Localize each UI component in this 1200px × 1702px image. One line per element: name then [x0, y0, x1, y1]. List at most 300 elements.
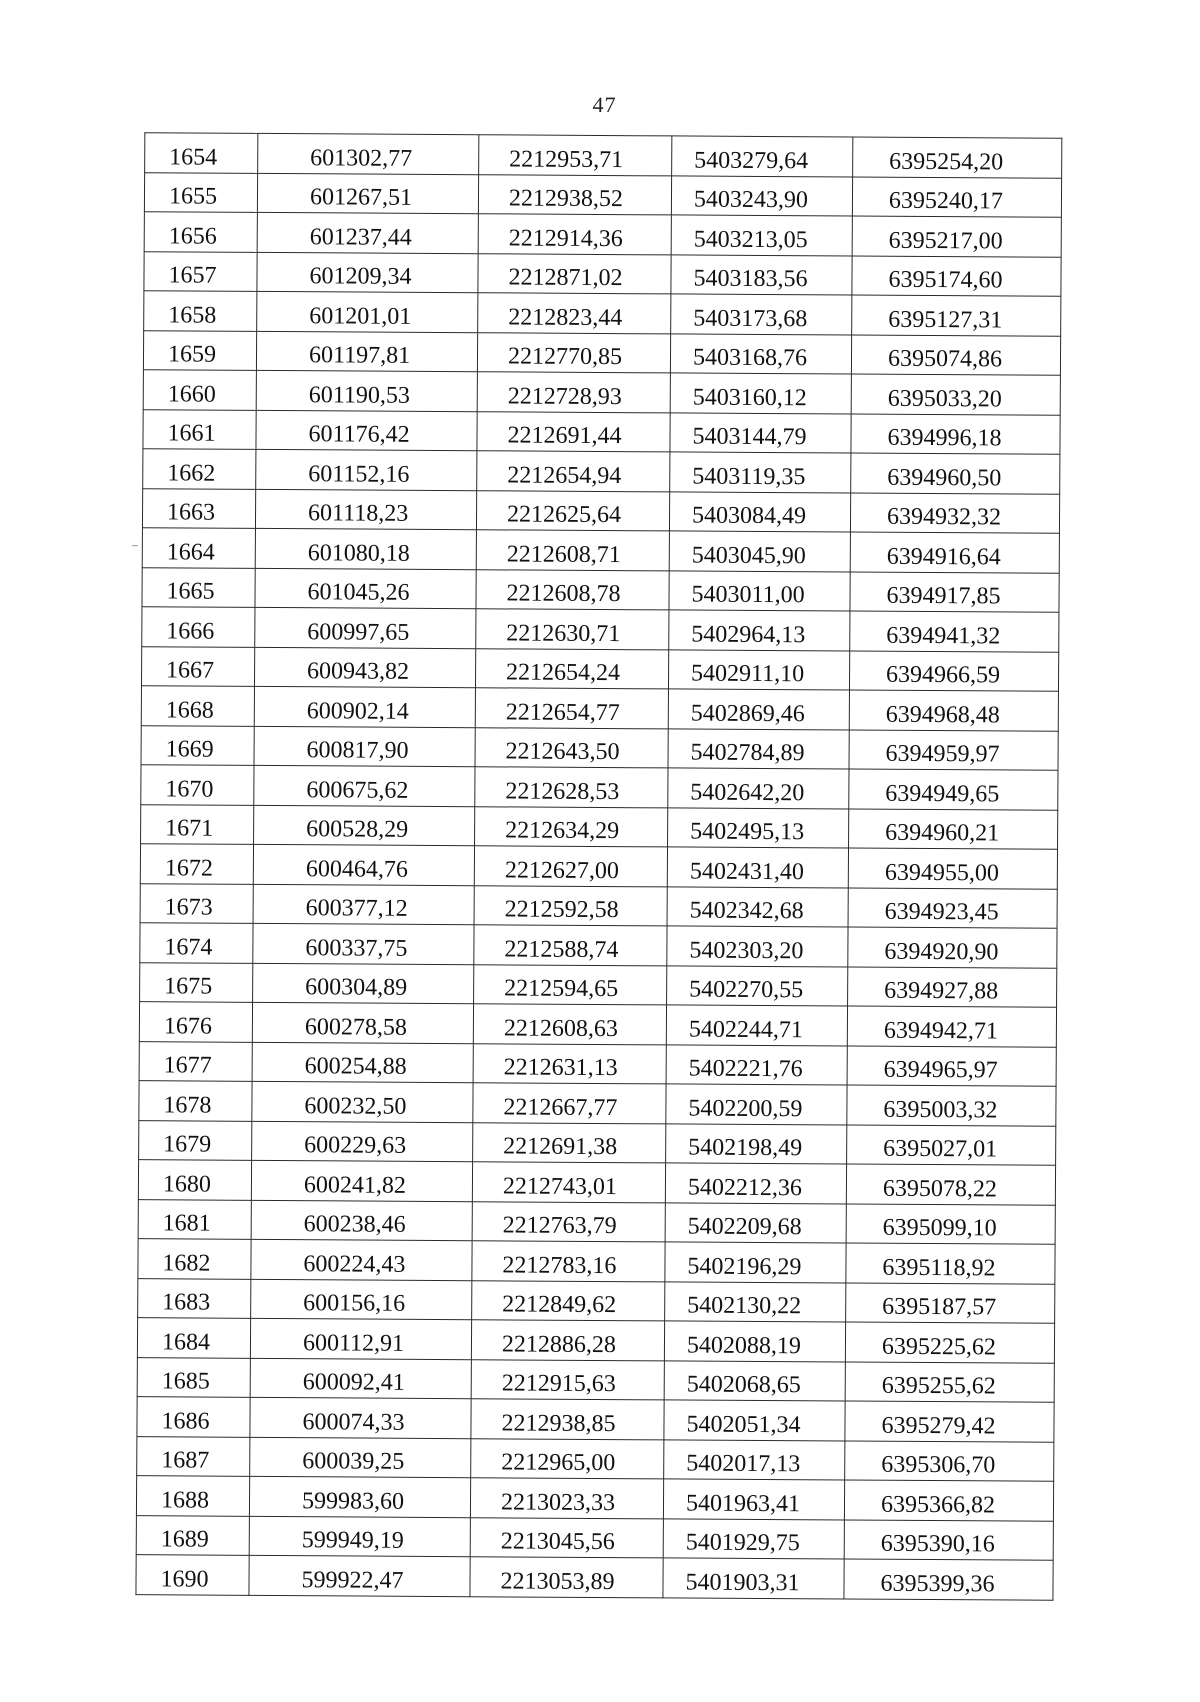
- table-row: [142, 488, 1059, 533]
- value-cell-1: [252, 1081, 473, 1122]
- value-cell-3: [666, 1123, 847, 1164]
- value-cell-3: [663, 1558, 844, 1599]
- cell-text: 600337,75: [305, 934, 408, 962]
- value-cell-4: [852, 216, 1061, 257]
- point-number-cell: [141, 765, 254, 805]
- table-row: [141, 725, 1058, 770]
- cell-text: 2212643,50: [505, 738, 620, 766]
- value-cell-1: [251, 1160, 472, 1201]
- cell-text: 5403168,76: [692, 344, 808, 372]
- cell-text: 6395240,17: [888, 187, 1004, 215]
- point-number-cell: [136, 1476, 249, 1516]
- table-row: [143, 370, 1060, 415]
- value-cell-4: [846, 1164, 1055, 1205]
- point-number-cell: [141, 725, 254, 765]
- cell-text: 5403045,90: [691, 542, 806, 569]
- point-number-cell: [137, 1436, 250, 1476]
- cell-text: 5403213,05: [693, 226, 808, 253]
- value-cell-1: [255, 489, 476, 530]
- cell-text: 1678: [163, 1091, 212, 1119]
- cell-text: 600528,29: [306, 816, 409, 843]
- cell-text: 6395174,60: [888, 266, 1003, 294]
- value-cell-4: [847, 1046, 1056, 1087]
- cell-text: 2212938,52: [508, 185, 624, 213]
- value-cell-2: [471, 1399, 664, 1440]
- cell-text: 6394949,65: [885, 780, 1000, 807]
- point-number-cell: [139, 1081, 252, 1121]
- cell-text: 1686: [161, 1407, 210, 1435]
- value-cell-4: [851, 374, 1060, 415]
- table-row: [139, 1041, 1056, 1086]
- value-cell-1: [251, 1200, 472, 1241]
- cell-text: 2212691,44: [507, 422, 622, 450]
- table-row: [145, 133, 1062, 178]
- point-number-cell: [140, 962, 253, 1002]
- table-row: [139, 1002, 1056, 1047]
- cell-text: 600229,63: [304, 1132, 407, 1159]
- value-cell-3: [665, 1242, 846, 1283]
- value-cell-2: [477, 451, 670, 492]
- cell-text: 5402784,89: [690, 739, 805, 767]
- cell-text: 2212886,28: [501, 1330, 617, 1358]
- cell-text: 2212608,71: [506, 540, 621, 568]
- cell-text: 601080,18: [307, 539, 410, 567]
- table-row: [143, 449, 1060, 494]
- value-cell-3: [670, 412, 851, 453]
- cell-text: 1671: [165, 815, 214, 842]
- page-number: 47: [592, 91, 617, 118]
- value-cell-2: [471, 1320, 664, 1361]
- cell-text: 600074,33: [302, 1408, 405, 1436]
- cell-text: 1680: [162, 1170, 212, 1198]
- table-row: [136, 1515, 1053, 1560]
- value-cell-1: [257, 212, 478, 253]
- value-cell-2: [473, 1043, 666, 1084]
- cell-text: 5403160,12: [692, 384, 807, 411]
- cell-text: 6394917,85: [886, 582, 1001, 610]
- cell-text: 2212953,71: [509, 145, 624, 173]
- point-number-cell: [136, 1515, 249, 1555]
- cell-text: 6395390,16: [880, 1530, 995, 1558]
- table-row: [141, 686, 1058, 731]
- value-cell-4: [849, 690, 1058, 731]
- cell-text: 2212634,29: [505, 817, 620, 845]
- cell-text: 5402869,46: [690, 700, 805, 727]
- cell-text: 5402196,29: [687, 1253, 802, 1280]
- value-cell-2: [475, 648, 668, 689]
- value-cell-4: [844, 1520, 1053, 1561]
- cell-text: 5402212,36: [687, 1174, 803, 1201]
- value-cell-1: [250, 1318, 471, 1359]
- cell-text: 1687: [161, 1447, 210, 1474]
- cell-text: 6394916,64: [886, 543, 1001, 570]
- value-cell-2: [471, 1359, 664, 1400]
- cell-text: 6394941,32: [886, 622, 1001, 649]
- value-cell-4: [850, 572, 1059, 613]
- cell-text: 6394965,97: [883, 1056, 998, 1084]
- value-cell-4: [847, 1125, 1056, 1166]
- cell-text: 6394923,45: [884, 898, 999, 926]
- value-cell-2: [474, 964, 667, 1005]
- point-number-cell: [143, 409, 256, 449]
- cell-text: 6394920,90: [884, 938, 999, 965]
- cell-text: 5402051,34: [686, 1411, 801, 1438]
- value-cell-4: [846, 1243, 1055, 1284]
- table-row: [140, 962, 1057, 1007]
- value-cell-1: [252, 1002, 473, 1043]
- cell-text: 1667: [166, 657, 215, 684]
- value-cell-1: [250, 1358, 471, 1399]
- value-cell-1: [257, 173, 478, 214]
- table-row: [138, 1239, 1055, 1284]
- cell-text: 600278,58: [304, 1013, 407, 1041]
- point-number-cell: [138, 1199, 251, 1239]
- cell-text: 5402964,13: [691, 621, 806, 648]
- point-number-cell: [141, 804, 254, 844]
- cell-text: 2212608,63: [503, 1014, 618, 1042]
- point-number-cell: [144, 172, 257, 212]
- value-cell-2: [470, 1517, 663, 1558]
- point-number-cell: [140, 923, 253, 963]
- cell-text: 2212871,02: [508, 264, 623, 292]
- value-cell-3: [665, 1163, 846, 1204]
- cell-text: 5402130,22: [687, 1292, 802, 1320]
- cell-text: 601267,51: [309, 184, 413, 211]
- value-cell-1: [249, 1555, 470, 1596]
- value-cell-3: [669, 610, 850, 651]
- cell-text: 1679: [163, 1131, 212, 1158]
- cell-text: 2212667,77: [503, 1093, 618, 1121]
- value-cell-1: [250, 1397, 471, 1438]
- cell-text: 6395127,31: [888, 306, 1003, 333]
- value-cell-3: [670, 452, 851, 493]
- value-cell-4: [848, 927, 1057, 968]
- value-cell-1: [255, 568, 476, 609]
- cell-text: 600156,16: [303, 1290, 406, 1317]
- cell-text: 6395187,57: [882, 1293, 997, 1321]
- value-cell-2: [472, 1241, 665, 1282]
- cell-text: 1688: [160, 1486, 210, 1514]
- point-number-cell: [144, 251, 257, 291]
- value-cell-4: [844, 1559, 1053, 1600]
- value-cell-4: [850, 532, 1059, 573]
- table-row: [144, 172, 1061, 217]
- value-cell-2: [479, 135, 672, 176]
- value-cell-3: [669, 531, 850, 572]
- cell-text: 5402495,13: [690, 818, 805, 846]
- cell-text: 6395099,10: [882, 1214, 997, 1242]
- cell-text: 5402017,13: [686, 1450, 801, 1478]
- table-row: [141, 646, 1058, 691]
- cell-text: 6395279,42: [881, 1412, 996, 1439]
- table-row: [144, 212, 1061, 257]
- cell-text: 5402342,68: [689, 897, 804, 925]
- value-cell-3: [667, 847, 848, 888]
- table-row: [142, 528, 1059, 573]
- value-cell-3: [666, 1005, 847, 1046]
- value-cell-2: [473, 1122, 666, 1163]
- cell-text: 1654: [169, 143, 218, 171]
- cell-text: 2212608,78: [506, 580, 621, 608]
- cell-text: 600817,90: [306, 737, 409, 764]
- cell-text: 6394960,21: [885, 819, 1000, 847]
- value-cell-2: [472, 1201, 665, 1242]
- cell-text: 2212915,63: [501, 1370, 616, 1398]
- value-cell-3: [671, 175, 852, 216]
- value-cell-2: [477, 332, 670, 373]
- cell-text: 1665: [166, 578, 215, 605]
- cell-text: 600943,82: [307, 658, 410, 685]
- value-cell-2: [470, 1557, 663, 1598]
- table-row: [142, 567, 1059, 612]
- point-number-cell: [138, 1160, 251, 1200]
- point-number-cell: [144, 291, 257, 331]
- cell-text: 601045,26: [307, 579, 410, 606]
- cell-text: 6395078,22: [882, 1175, 998, 1202]
- cell-text: 5401929,75: [685, 1529, 800, 1557]
- value-cell-4: [844, 1480, 1053, 1521]
- value-cell-3: [668, 768, 849, 809]
- cell-text: 1689: [160, 1526, 209, 1553]
- point-number-cell: [141, 686, 254, 726]
- value-cell-2: [478, 174, 671, 215]
- table-row: [144, 291, 1061, 336]
- value-cell-4: [849, 730, 1058, 771]
- value-cell-3: [672, 136, 853, 177]
- cell-text: 2213045,56: [500, 1528, 615, 1556]
- value-cell-2: [474, 925, 667, 966]
- value-cell-3: [667, 886, 848, 927]
- cell-text: 601201,01: [309, 302, 412, 330]
- value-cell-2: [477, 411, 670, 452]
- value-cell-4: [852, 177, 1061, 218]
- table-row: [137, 1436, 1054, 1481]
- value-cell-4: [846, 1204, 1055, 1245]
- cell-text: 6395118,92: [882, 1254, 996, 1281]
- cell-text: 1677: [163, 1052, 212, 1079]
- cell-text: 601152,16: [308, 460, 410, 488]
- cell-text: 600377,12: [305, 895, 408, 922]
- value-cell-1: [253, 963, 474, 1004]
- value-cell-4: [849, 769, 1058, 810]
- value-cell-1: [256, 331, 477, 372]
- value-cell-3: [671, 294, 852, 335]
- value-cell-2: [475, 727, 668, 768]
- cell-text: 601118,23: [307, 500, 409, 527]
- cell-text: 600254,88: [304, 1053, 407, 1080]
- table-row: [136, 1476, 1053, 1521]
- value-cell-3: [668, 728, 849, 769]
- cell-text: 600675,62: [306, 776, 409, 804]
- table-row: [141, 804, 1058, 849]
- cell-text: 5402198,49: [688, 1134, 803, 1162]
- value-cell-4: [845, 1362, 1054, 1403]
- cell-text: 2212625,64: [506, 501, 622, 529]
- cell-text: 1685: [161, 1368, 210, 1395]
- cell-text: 2212849,62: [502, 1291, 617, 1319]
- value-cell-1: [250, 1437, 471, 1478]
- cell-text: 5403279,64: [694, 147, 809, 174]
- value-cell-4: [848, 848, 1057, 889]
- cell-text: 601237,44: [309, 223, 412, 251]
- value-cell-3: [667, 926, 848, 967]
- cell-text: 6395306,70: [881, 1451, 996, 1479]
- cell-text: 5402068,65: [686, 1371, 801, 1399]
- cell-text: 600232,50: [304, 1092, 407, 1120]
- cell-text: 6394996,18: [887, 424, 1002, 452]
- cell-text: 6394932,32: [886, 503, 1002, 531]
- value-cell-2: [476, 490, 669, 531]
- point-number-cell: [143, 330, 256, 370]
- cell-text: 1683: [162, 1289, 211, 1316]
- cell-text: 5401903,31: [685, 1569, 800, 1596]
- cell-text: 5402303,20: [689, 937, 804, 964]
- point-number-cell: [144, 212, 257, 252]
- cell-text: 2212763,79: [502, 1212, 617, 1240]
- table-row: [138, 1160, 1055, 1205]
- value-cell-3: [666, 1084, 847, 1125]
- table-body: [136, 133, 1062, 1600]
- value-cell-1: [256, 370, 477, 411]
- cell-text: 6394959,97: [885, 740, 1000, 768]
- table-row: [138, 1199, 1055, 1244]
- value-cell-4: [847, 1085, 1056, 1126]
- point-number-cell: [137, 1397, 250, 1437]
- cell-text: 2212628,53: [505, 777, 620, 805]
- value-cell-3: [670, 373, 851, 414]
- cell-text: 5402088,19: [686, 1332, 802, 1359]
- value-cell-1: [257, 252, 478, 293]
- cell-text: 599949,19: [301, 1527, 404, 1554]
- cell-text: 1658: [168, 301, 217, 329]
- value-cell-1: [255, 528, 476, 569]
- value-cell-1: [258, 133, 479, 174]
- value-cell-4: [845, 1441, 1054, 1482]
- value-cell-3: [668, 807, 849, 848]
- cell-text: 2212654,77: [505, 698, 620, 726]
- cell-text: 2212783,16: [502, 1251, 617, 1279]
- value-cell-1: [254, 726, 475, 767]
- cell-text: 5402270,55: [689, 976, 804, 1004]
- cell-text: 1681: [162, 1210, 211, 1237]
- value-cell-1: [253, 884, 474, 925]
- cell-text: 2212728,93: [507, 382, 622, 410]
- cell-text: 1676: [163, 1012, 212, 1040]
- cell-text: 1672: [164, 854, 213, 882]
- cell-text: 1674: [164, 933, 213, 961]
- value-cell-2: [475, 688, 668, 729]
- value-cell-3: [664, 1360, 845, 1401]
- cell-text: 6395027,01: [883, 1135, 998, 1163]
- coordinates-table: [135, 132, 1062, 1600]
- cell-text: 5403119,35: [692, 463, 806, 490]
- cell-text: 600112,91: [302, 1329, 405, 1357]
- cell-text: 599983,60: [301, 1487, 405, 1515]
- value-cell-3: [664, 1321, 845, 1362]
- cell-text: 1669: [165, 736, 214, 763]
- table-row: [137, 1357, 1054, 1402]
- value-cell-4: [851, 414, 1060, 455]
- cell-text: 5403084,49: [691, 502, 807, 530]
- value-cell-1: [249, 1516, 470, 1557]
- value-cell-3: [671, 215, 852, 256]
- cell-text: 6394968,48: [885, 701, 1000, 728]
- value-cell-2: [473, 1083, 666, 1124]
- cell-text: 1656: [168, 222, 217, 250]
- cell-text: 6395366,82: [880, 1491, 996, 1518]
- value-cell-1: [257, 291, 478, 332]
- value-cell-3: [669, 570, 850, 611]
- table-row: [141, 765, 1058, 810]
- value-cell-1: [251, 1239, 472, 1280]
- value-cell-4: [849, 809, 1058, 850]
- table-row: [139, 1081, 1056, 1126]
- cell-text: 2212588,74: [504, 935, 619, 963]
- value-cell-1: [256, 449, 477, 490]
- value-cell-2: [471, 1438, 664, 1479]
- cell-text: 601302,77: [310, 144, 413, 172]
- cell-text: 601190,53: [308, 381, 410, 409]
- cell-text: 601197,81: [308, 342, 411, 369]
- cell-text: 2212914,36: [508, 224, 623, 252]
- cell-text: 600902,14: [306, 697, 409, 725]
- value-cell-3: [664, 1439, 845, 1480]
- value-cell-4: [848, 967, 1057, 1008]
- point-number-cell: [136, 1555, 249, 1595]
- cell-text: 1664: [166, 538, 215, 566]
- cell-text: 5402642,20: [690, 779, 805, 806]
- point-number-cell: [143, 449, 256, 489]
- value-cell-3: [664, 1400, 845, 1441]
- cell-text: 1659: [167, 341, 217, 368]
- table-row: [144, 251, 1061, 296]
- value-cell-4: [848, 888, 1057, 929]
- table-row: [140, 883, 1057, 928]
- cell-text: 1663: [166, 499, 216, 526]
- value-cell-2: [472, 1280, 665, 1321]
- value-cell-4: [849, 651, 1058, 692]
- value-cell-3: [668, 689, 849, 730]
- value-cell-3: [669, 491, 850, 532]
- cell-text: 600997,65: [307, 618, 410, 646]
- cell-text: 2212770,85: [507, 343, 623, 371]
- table-row: [137, 1397, 1054, 1442]
- cell-text: 2212743,01: [502, 1172, 618, 1200]
- cell-text: 600092,41: [302, 1369, 405, 1396]
- value-cell-4: [850, 493, 1059, 534]
- point-number-cell: [139, 1041, 252, 1081]
- value-cell-4: [852, 295, 1061, 336]
- point-number-cell: [137, 1357, 250, 1397]
- cell-text: 5402911,10: [691, 660, 805, 688]
- cell-text: 5402200,59: [688, 1095, 803, 1122]
- cell-text: 2212965,00: [501, 1449, 616, 1477]
- value-cell-1: [255, 607, 476, 648]
- cell-text: 6395003,32: [883, 1096, 998, 1123]
- cell-text: 6395254,20: [889, 148, 1004, 175]
- cell-text: 5403183,56: [693, 265, 808, 293]
- cell-text: 1675: [164, 973, 213, 1000]
- value-cell-3: [663, 1479, 844, 1520]
- table-row: [138, 1278, 1055, 1323]
- point-number-cell: [142, 528, 255, 568]
- cell-text: 6394942,71: [883, 1017, 998, 1044]
- value-cell-1: [253, 923, 474, 964]
- cell-text: 1661: [167, 420, 216, 447]
- table-row: [140, 923, 1057, 968]
- cell-text: 6394955,00: [884, 859, 999, 886]
- cell-text: 1660: [167, 380, 216, 408]
